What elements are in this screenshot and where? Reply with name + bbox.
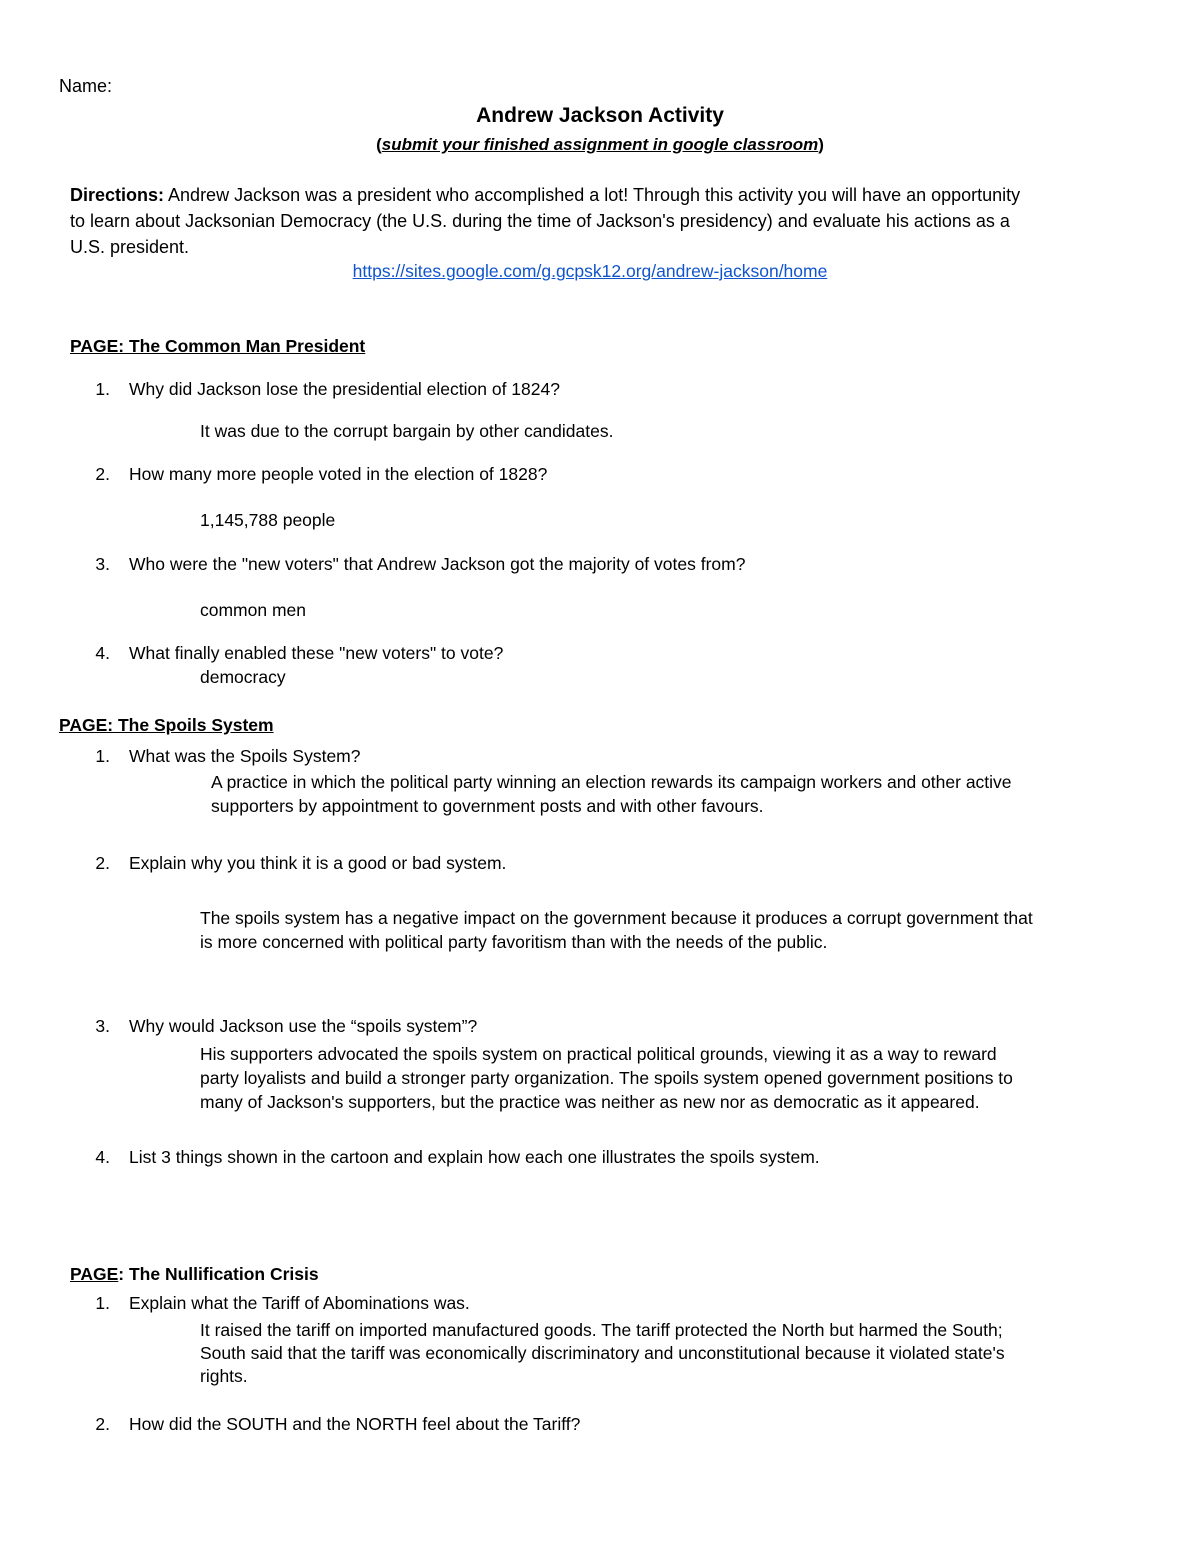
- question-number: 2.: [95, 853, 110, 873]
- answer-text: The spoils system has a negative impact on the government because it produces a corrupt government that: [200, 908, 1033, 928]
- answer-text: South said that the tariff was economically discriminatory and unconstitutional because it violated state's: [200, 1343, 1005, 1363]
- name-label: Name:: [59, 76, 113, 96]
- subtitle-close-paren: ): [818, 135, 824, 154]
- section-heading-title: : The Nullification Crisis: [118, 1264, 319, 1284]
- answer-text: supporters by appointment to government posts and with other favours.: [211, 796, 764, 816]
- question-text: How many more people voted in the election of 1828?: [129, 464, 548, 484]
- question-number: 4.: [95, 1147, 110, 1167]
- subtitle-text: submit your finished assignment in google classroom: [381, 135, 819, 154]
- question-number: 1.: [95, 746, 110, 766]
- answer-text: It was due to the corrupt bargain by other candidates.: [200, 421, 614, 441]
- directions-line-2: to learn about Jacksonian Democracy (the U.S. during the time of Jackson's presidency) and evaluate his actions as a: [70, 211, 1010, 231]
- answer-text: 1,145,788 people: [200, 510, 336, 530]
- section-heading-common-man: PAGE: The Common Man President: [70, 336, 366, 356]
- answer-text: His supporters advocated the spoils system on practical political grounds, viewing it as a way to reward: [200, 1044, 997, 1064]
- page-title: Andrew Jackson Activity: [476, 104, 724, 127]
- directions-line-1: [70, 183, 1020, 207]
- question-number: 1.: [95, 1293, 110, 1313]
- question-text: Who were the "new voters" that Andrew Jackson got the majority of votes from?: [129, 554, 746, 574]
- answer-text: common men: [200, 600, 307, 620]
- question-number: 4.: [95, 643, 110, 663]
- question-text: Explain why you think it is a good or bad system.: [129, 853, 507, 873]
- section-heading-page-word: PAGE: [70, 1264, 119, 1284]
- subtitle: [0, 135, 1200, 155]
- question-number: 3.: [95, 554, 110, 574]
- question-text: List 3 things shown in the cartoon and explain how each one illustrates the spoils system.: [129, 1147, 820, 1167]
- question-text: How did the SOUTH and the NORTH feel about the Tariff?: [129, 1414, 581, 1434]
- question-text: What finally enabled these "new voters" to vote?: [129, 643, 504, 663]
- directions-label: Directions:: [70, 185, 165, 205]
- question-number: 3.: [95, 1016, 110, 1036]
- section-heading-spoils-system: PAGE: The Spoils System: [59, 715, 274, 735]
- question-text: Why did Jackson lose the presidential election of 1824?: [129, 379, 560, 399]
- answer-text: democracy: [200, 667, 286, 687]
- question-number: 2.: [95, 1414, 110, 1434]
- directions-text-1: Andrew Jackson was a president who accomplished a lot! Through this activity you will have an opportunity: [164, 185, 1021, 205]
- question-text: Explain what the Tariff of Abominations was.: [129, 1293, 470, 1313]
- answer-text: party loyalists and build a stronger party organization. The spoils system opened government positions to: [200, 1068, 1013, 1088]
- question-text: What was the Spoils System?: [129, 746, 361, 766]
- subtitle-open-paren: (: [376, 135, 382, 154]
- directions-line-3: U.S. president.: [70, 237, 190, 257]
- answer-text: It raised the tariff on imported manufactured goods. The tariff protected the North but harmed the South;: [200, 1320, 1003, 1340]
- activity-site-link[interactable]: https://sites.google.com/g.gcpsk12.org/andrew-jackson/home: [352, 261, 828, 281]
- answer-text: is more concerned with political party favoritism than with the needs of the public.: [200, 932, 828, 952]
- question-number: 2.: [95, 464, 110, 484]
- answer-text: A practice in which the political party winning an election rewards its campaign workers and other active: [211, 772, 1012, 792]
- question-number: 1.: [95, 379, 110, 399]
- question-text: Why would Jackson use the “spoils system”?: [129, 1016, 478, 1036]
- answer-text: many of Jackson's supporters, but the practice was neither as new nor as democratic as it appeared.: [200, 1092, 980, 1112]
- section-heading-nullification: [70, 1264, 319, 1285]
- answer-text: rights.: [200, 1366, 248, 1386]
